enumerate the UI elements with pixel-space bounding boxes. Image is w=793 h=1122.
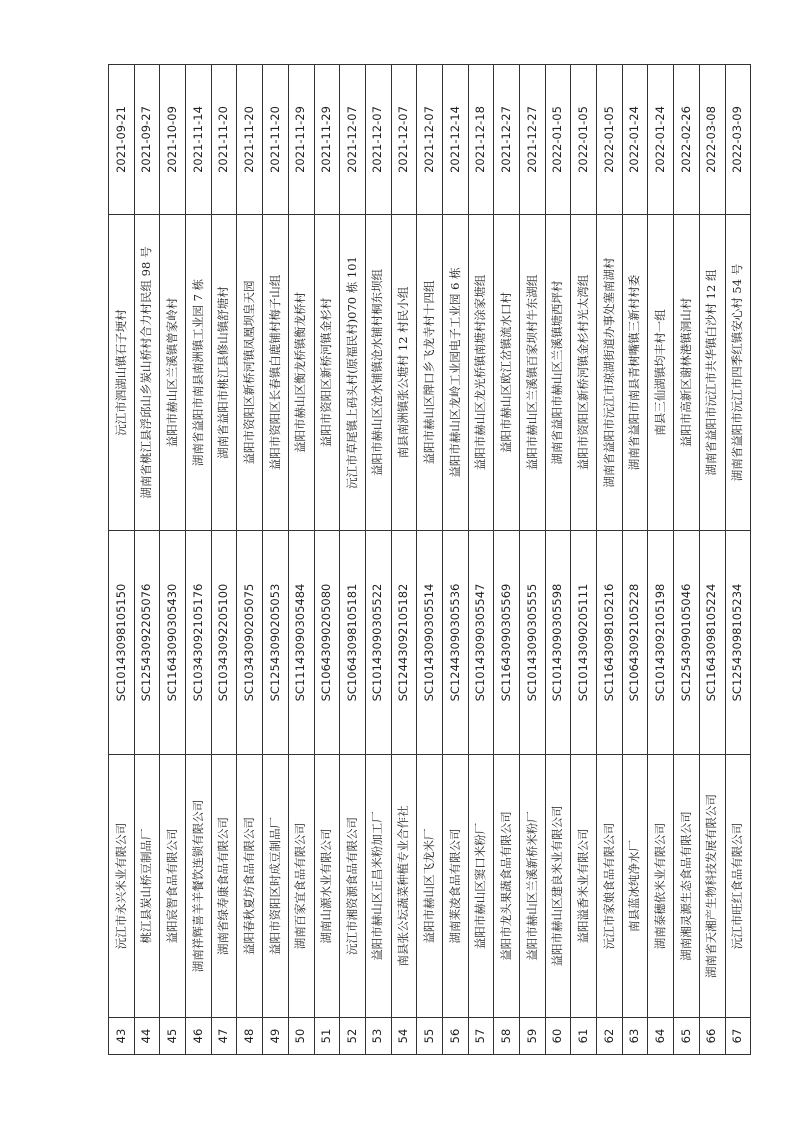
license-number: SC12543092205076 bbox=[134, 531, 160, 755]
issue-date: 2022-01-05 bbox=[545, 65, 571, 215]
table-body bbox=[109, 65, 751, 1055]
company-name: 益阳溢香米业有限公司 bbox=[571, 755, 597, 1018]
table-row bbox=[622, 65, 648, 1055]
company-address: 益阳市赫山区兰溪镇百家坝村牛东湖组 bbox=[520, 215, 546, 531]
issue-date: 2021-10-09 bbox=[160, 65, 186, 215]
row-number: 56 bbox=[442, 1018, 468, 1055]
issue-date: 2021-09-21 bbox=[109, 65, 135, 215]
table-row bbox=[442, 65, 468, 1055]
company-name: 益阳市赫山区飞龙米厂 bbox=[417, 755, 443, 1018]
company-address: 益阳市赫山区龙光桥镇南塘村涂家塘组 bbox=[468, 215, 494, 531]
license-number: SC10143098105150 bbox=[109, 531, 135, 755]
company-address: 湖南省益阳市沅江市四季红镇安心村 54 号 bbox=[725, 215, 751, 531]
license-number: SC11643098105216 bbox=[597, 531, 623, 755]
issue-date: 2022-03-08 bbox=[699, 65, 725, 215]
issue-date: 2022-01-05 bbox=[571, 65, 597, 215]
company-name: 益阳市赫山区正昌米粉加工厂 bbox=[365, 755, 391, 1018]
license-number: SC10143092105198 bbox=[648, 531, 674, 755]
issue-date: 2021-12-07 bbox=[365, 65, 391, 215]
table-row bbox=[674, 65, 700, 1055]
row-number: 60 bbox=[545, 1018, 571, 1055]
row-number: 63 bbox=[622, 1018, 648, 1055]
license-number: SC10143090305514 bbox=[417, 531, 443, 755]
issue-date: 2021-12-14 bbox=[442, 65, 468, 215]
issue-date: 2022-01-24 bbox=[622, 65, 648, 215]
row-number: 61 bbox=[571, 1018, 597, 1055]
company-address: 益阳市赫山区兰溪镇曾家岭村 bbox=[160, 215, 186, 531]
company-name: 益阳市赫山区建良米业有限公司 bbox=[545, 755, 571, 1018]
company-name: 湖南百家宜食品有限公司 bbox=[288, 755, 314, 1018]
license-number: SC10643090205080 bbox=[314, 531, 340, 755]
license-number: SC10343092105176 bbox=[186, 531, 212, 755]
company-name: 南县蓝冰纯净水厂 bbox=[622, 755, 648, 1018]
table-row bbox=[211, 65, 237, 1055]
table-row bbox=[288, 65, 314, 1055]
issue-date: 2021-12-07 bbox=[391, 65, 417, 215]
company-name: 益阳市赫山区窦口米粉厂 bbox=[468, 755, 494, 1018]
issue-date: 2021-11-20 bbox=[263, 65, 289, 215]
table-row bbox=[648, 65, 674, 1055]
row-number: 57 bbox=[468, 1018, 494, 1055]
company-name: 湖南泰穗依米业有限公司 bbox=[648, 755, 674, 1018]
company-address: 湖南省益阳市沅江市共华镇白沙村 12 组 bbox=[699, 215, 725, 531]
company-address: 湖南省益阳市沅江市琼湖街道办事处塞南湖村 bbox=[597, 215, 623, 531]
license-number: SC11643090305569 bbox=[494, 531, 520, 755]
row-number: 67 bbox=[725, 1018, 751, 1055]
row-number: 59 bbox=[520, 1018, 546, 1055]
company-address: 益阳市资阳区新桥河镇凤凰坝皇天园 bbox=[237, 215, 263, 531]
table-row bbox=[314, 65, 340, 1055]
row-number: 51 bbox=[314, 1018, 340, 1055]
table-row bbox=[134, 65, 160, 1055]
license-number: SC11643090305430 bbox=[160, 531, 186, 755]
row-number: 50 bbox=[288, 1018, 314, 1055]
company-name: 益阳市资阳区时成豆制品厂 bbox=[263, 755, 289, 1018]
row-number: 49 bbox=[263, 1018, 289, 1055]
table-row bbox=[237, 65, 263, 1055]
company-name: 湖南省绿寿康食品有限公司 bbox=[211, 755, 237, 1018]
company-address: 南县三仙湖镇均丰村一组 bbox=[648, 215, 674, 531]
license-number: SC12443092105182 bbox=[391, 531, 417, 755]
food-license-table bbox=[108, 64, 751, 1055]
row-number: 66 bbox=[699, 1018, 725, 1055]
company-name: 益阳市赫山区兰溪新桥米粉厂 bbox=[520, 755, 546, 1018]
table-row bbox=[520, 65, 546, 1055]
company-address: 益阳市资阳区长春镇白鹿铺村梅子山组 bbox=[263, 215, 289, 531]
issue-date: 2022-03-09 bbox=[725, 65, 751, 215]
company-name: 湖南省天湘产生物科技发展有限公司 bbox=[699, 755, 725, 1018]
table-row bbox=[160, 65, 186, 1055]
issue-date: 2021-11-20 bbox=[211, 65, 237, 215]
table-row bbox=[597, 65, 623, 1055]
row-number: 47 bbox=[211, 1018, 237, 1055]
row-number: 52 bbox=[340, 1018, 366, 1055]
company-address: 益阳市赫山区沧水铺镇沧水铺村桐东坝组 bbox=[365, 215, 391, 531]
license-number: SC12543098105234 bbox=[725, 531, 751, 755]
license-number: SC11143090305484 bbox=[288, 531, 314, 755]
license-number: SC10343092205100 bbox=[211, 531, 237, 755]
row-number: 55 bbox=[417, 1018, 443, 1055]
rotated-page bbox=[108, 65, 745, 1055]
issue-date: 2022-01-05 bbox=[597, 65, 623, 215]
company-name: 湖南山源水业有限公司 bbox=[314, 755, 340, 1018]
issue-date: 2021-12-07 bbox=[340, 65, 366, 215]
company-address: 益阳市赫山区衡龙桥镇衡龙桥村 bbox=[288, 215, 314, 531]
company-name: 沅江市旺红食品有限公司 bbox=[725, 755, 751, 1018]
license-number: SC10143090305555 bbox=[520, 531, 546, 755]
row-number: 45 bbox=[160, 1018, 186, 1055]
table-row bbox=[468, 65, 494, 1055]
issue-date: 2021-12-27 bbox=[520, 65, 546, 215]
company-address: 湖南省益阳市桃江县修山镇舒塘村 bbox=[211, 215, 237, 531]
table-row bbox=[365, 65, 391, 1055]
company-address: 湖南省益阳市赫山区兰溪镇塘西坪村 bbox=[545, 215, 571, 531]
company-address: 益阳市赫山区牌口乡飞龙寺村十四组 bbox=[417, 215, 443, 531]
table-row bbox=[725, 65, 751, 1055]
row-number: 62 bbox=[597, 1018, 623, 1055]
issue-date: 2021-12-18 bbox=[468, 65, 494, 215]
row-number: 54 bbox=[391, 1018, 417, 1055]
table-row bbox=[109, 65, 135, 1055]
company-name: 益阳春秋夏坊食品有限公司 bbox=[237, 755, 263, 1018]
row-number: 58 bbox=[494, 1018, 520, 1055]
company-address: 益阳市赫山区龙岭工业园电子工业园 6 栋 bbox=[442, 215, 468, 531]
table-row bbox=[417, 65, 443, 1055]
row-number: 44 bbox=[134, 1018, 160, 1055]
license-number: SC10343090205075 bbox=[237, 531, 263, 755]
company-address: 湖南省益阳市南县南洲镇工业园 7 栋 bbox=[186, 215, 212, 531]
row-number: 65 bbox=[674, 1018, 700, 1055]
company-address: 益阳市高新区谢林港镇洞山村 bbox=[674, 215, 700, 531]
table-row bbox=[263, 65, 289, 1055]
table-row bbox=[340, 65, 366, 1055]
company-name: 沅江市湘资源食品有限公司 bbox=[340, 755, 366, 1018]
company-address: 益阳市资阳区新桥河镇金杉村光太湾组 bbox=[571, 215, 597, 531]
row-number: 43 bbox=[109, 1018, 135, 1055]
license-number: SC12543090205053 bbox=[263, 531, 289, 755]
company-address: 益阳市赫山区欧江岔镇流水口村 bbox=[494, 215, 520, 531]
row-number: 46 bbox=[186, 1018, 212, 1055]
company-address: 湖南省桃江县浮邱山乡炭山桥村合力村民组 98 号 bbox=[134, 215, 160, 531]
license-number: SC12443090305536 bbox=[442, 531, 468, 755]
issue-date: 2021-12-07 bbox=[417, 65, 443, 215]
license-number: SC10643098105181 bbox=[340, 531, 366, 755]
issue-date: 2021-11-29 bbox=[288, 65, 314, 215]
table-row bbox=[571, 65, 597, 1055]
issue-date: 2021-11-29 bbox=[314, 65, 340, 215]
license-number: SC10643092105228 bbox=[622, 531, 648, 755]
company-name: 湖南祥辉喜羊羊餐饮连锁有限公司 bbox=[186, 755, 212, 1018]
company-address: 湖南省益阳市南县青树嘴镇三新村村委 bbox=[622, 215, 648, 531]
company-address: 南县南洲镇张公塘村 12 村民小组 bbox=[391, 215, 417, 531]
table-row bbox=[391, 65, 417, 1055]
row-number: 48 bbox=[237, 1018, 263, 1055]
license-number: SC10143090305522 bbox=[365, 531, 391, 755]
issue-date: 2021-12-27 bbox=[494, 65, 520, 215]
table-row bbox=[186, 65, 212, 1055]
company-name: 益阳市龙头果蔬食品有限公司 bbox=[494, 755, 520, 1018]
license-number: SC10143090205111 bbox=[571, 531, 597, 755]
company-name: 益阳宸智食品有限公司 bbox=[160, 755, 186, 1018]
company-address: 益阳市资阳区新桥河镇金杉村 bbox=[314, 215, 340, 531]
company-name: 沅江市永兴米业有限公司 bbox=[109, 755, 135, 1018]
license-number: SC10143090305598 bbox=[545, 531, 571, 755]
row-number: 53 bbox=[365, 1018, 391, 1055]
company-address: 沅江市泗湖山镇石子埂村 bbox=[109, 215, 135, 531]
table-row bbox=[494, 65, 520, 1055]
company-name: 沅江市家娘食品有限公司 bbox=[597, 755, 623, 1018]
company-name: 南县张公坛蔬菜种植专业合作社 bbox=[391, 755, 417, 1018]
license-number: SC12543090105046 bbox=[674, 531, 700, 755]
license-number: SC10143090305547 bbox=[468, 531, 494, 755]
company-name: 桃江县炭山桥豆制品厂 bbox=[134, 755, 160, 1018]
issue-date: 2021-11-14 bbox=[186, 65, 212, 215]
company-name: 湖南莱凌食品有限公司 bbox=[442, 755, 468, 1018]
table-row bbox=[699, 65, 725, 1055]
company-address: 沅江市草尾镇上码头村(原福民村)070 栋 101 bbox=[340, 215, 366, 531]
issue-date: 2021-11-20 bbox=[237, 65, 263, 215]
table-row bbox=[545, 65, 571, 1055]
issue-date: 2021-09-27 bbox=[134, 65, 160, 215]
row-number: 64 bbox=[648, 1018, 674, 1055]
issue-date: 2022-01-24 bbox=[648, 65, 674, 215]
issue-date: 2022-02-26 bbox=[674, 65, 700, 215]
company-name: 湖南湘灵源生态食品有限公司 bbox=[674, 755, 700, 1018]
license-number: SC11643098105224 bbox=[699, 531, 725, 755]
